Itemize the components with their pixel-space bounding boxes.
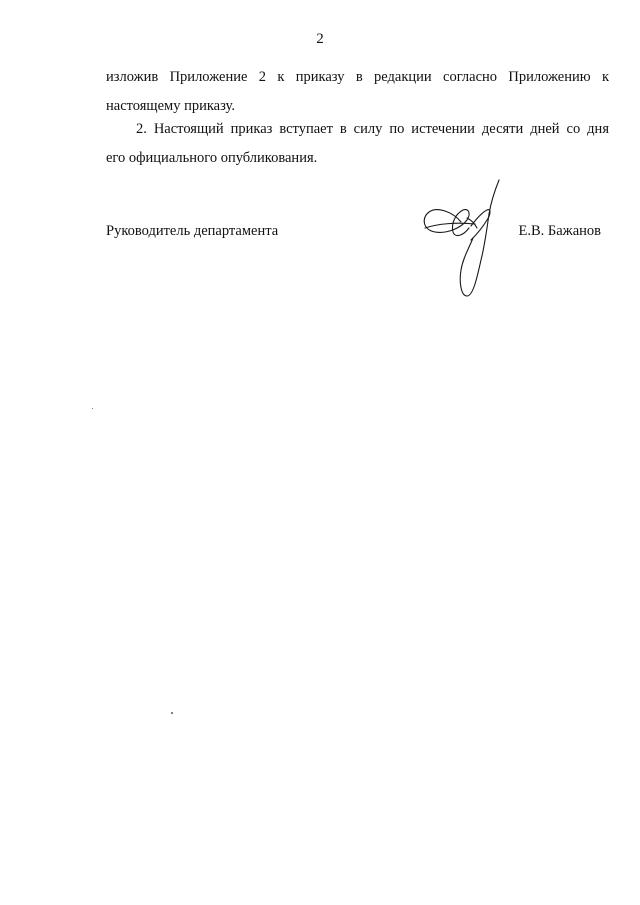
paragraph-1 (106, 63, 609, 121)
scan-speck (92, 408, 93, 409)
paragraph-2-line-2: его официального опубликования. (106, 150, 318, 166)
signatory-role: Руководитель департамента (106, 223, 279, 239)
scan-speck (171, 712, 173, 714)
paragraph-2 (106, 115, 609, 173)
handwritten-signature (415, 178, 505, 303)
signature-block (106, 222, 609, 242)
paragraph-1-line-2: настоящему приказу. (106, 98, 235, 114)
paragraph-1-line-1: изложив Приложение 2 к приказу в редакции согласно Приложению к (106, 69, 609, 85)
signatory-name: Е.В. Бажанов (518, 223, 601, 239)
page-number: 2 (316, 31, 324, 47)
paragraph-2-line-1: 2. Настоящий приказ вступает в силу по истечении десяти дней со дня (136, 121, 609, 137)
